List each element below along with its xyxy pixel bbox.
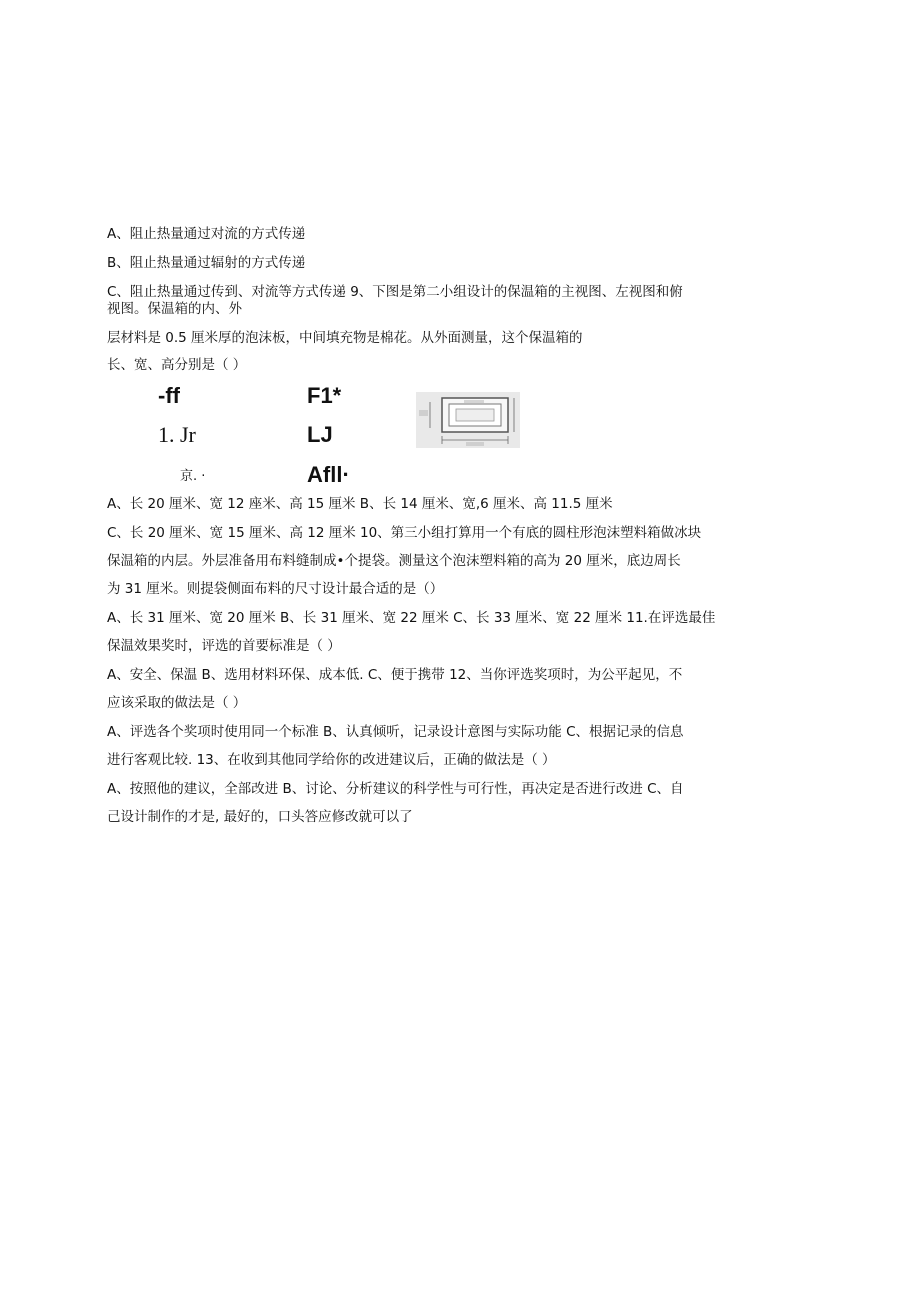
- ocr-text-row1-right: F1*: [307, 383, 342, 408]
- q10-options-q11-stem: A、长 31 厘米、宽 20 厘米 B、长 31 厘米、宽 22 厘米 C、长 33 厘米、宽 22 厘米 11.在评选最佳: [107, 610, 716, 626]
- q11-stem-line2: 保温效果奖时，评选的首要标准是（ ）: [107, 638, 341, 654]
- q9-stem-line3: 层材料是 0.5 厘米厚的泡沫板，中间填充物是棉花。从外面测量，这个保温箱的: [107, 330, 583, 346]
- q10-stem-line2: 保温箱的内层。外层准备用布料缝制成•个提袋。测量这个泡沫塑料箱的高为 20 厘米，底边周长: [107, 553, 681, 569]
- ocr-text-row1-left: -ff: [158, 383, 180, 408]
- q13-stem-line2: 进行客观比较. 13、在收到其他同学给你的改进建议后，正确的做法是（ ）: [107, 752, 556, 768]
- q12-stem-line2: 应该采取的做法是（ ）: [107, 695, 247, 711]
- q8-option-a: A、阻止热量通过对流的方式传递: [107, 226, 306, 242]
- q9-stem-line4: 长、宽、高分别是（ ）: [107, 357, 247, 373]
- q9-option-c-q10-stem: C、长 20 厘米、宽 15 厘米、高 12 厘米 10、第三小组打算用一个有底的圆柱形泡沫塑料箱做冰块: [107, 525, 702, 541]
- insulation-box-diagram: [416, 392, 520, 448]
- ocr-text-row2-left: 1. Jr: [158, 422, 196, 447]
- q10-stem-line3: 为 31 厘米。则提袋侧面布料的尺寸设计最合适的是（）: [107, 581, 444, 597]
- q9-options-a-b: A、长 20 厘米、宽 12 座米、高 15 厘米 B、长 14 厘米、宽,6 厘米、高 11.5 厘米: [107, 496, 613, 512]
- ocr-text-row3-right: Afll·: [307, 462, 350, 487]
- ocr-text-row3-left: 京. ·: [180, 469, 206, 484]
- q13-options-line1: A、按照他的建议，全部改进 B、讨论、分析建议的科学性与可行性，再决定是否进行改进 C、自: [107, 781, 684, 797]
- q9-stem-line2: 视图。保温箱的内、外: [107, 301, 242, 317]
- ocr-text-row2-right: LJ: [307, 422, 333, 447]
- q12-options-q13-stem: A、评选各个奖项时使用同一个标准 B、认真倾听，记录设计意图与实际功能 C、根据记录的信息: [107, 724, 684, 740]
- q13-options-line2: 己设计制作的才是, 最好的，口头答应修改就可以了: [107, 809, 413, 825]
- q8-option-c-q9-stem: C、阻止热量通过传到、对流等方式传递 9、下图是第二小组设计的保温箱的主视图、左视图和俯: [107, 284, 683, 300]
- q8-option-b: B、阻止热量通过辐射的方式传递: [107, 255, 306, 271]
- q11-options-q12-stem: A、安全、保温 B、选用材料环保、成本低. C、便于携带 12、当你评选奖项时，为公平起见，不: [107, 667, 683, 683]
